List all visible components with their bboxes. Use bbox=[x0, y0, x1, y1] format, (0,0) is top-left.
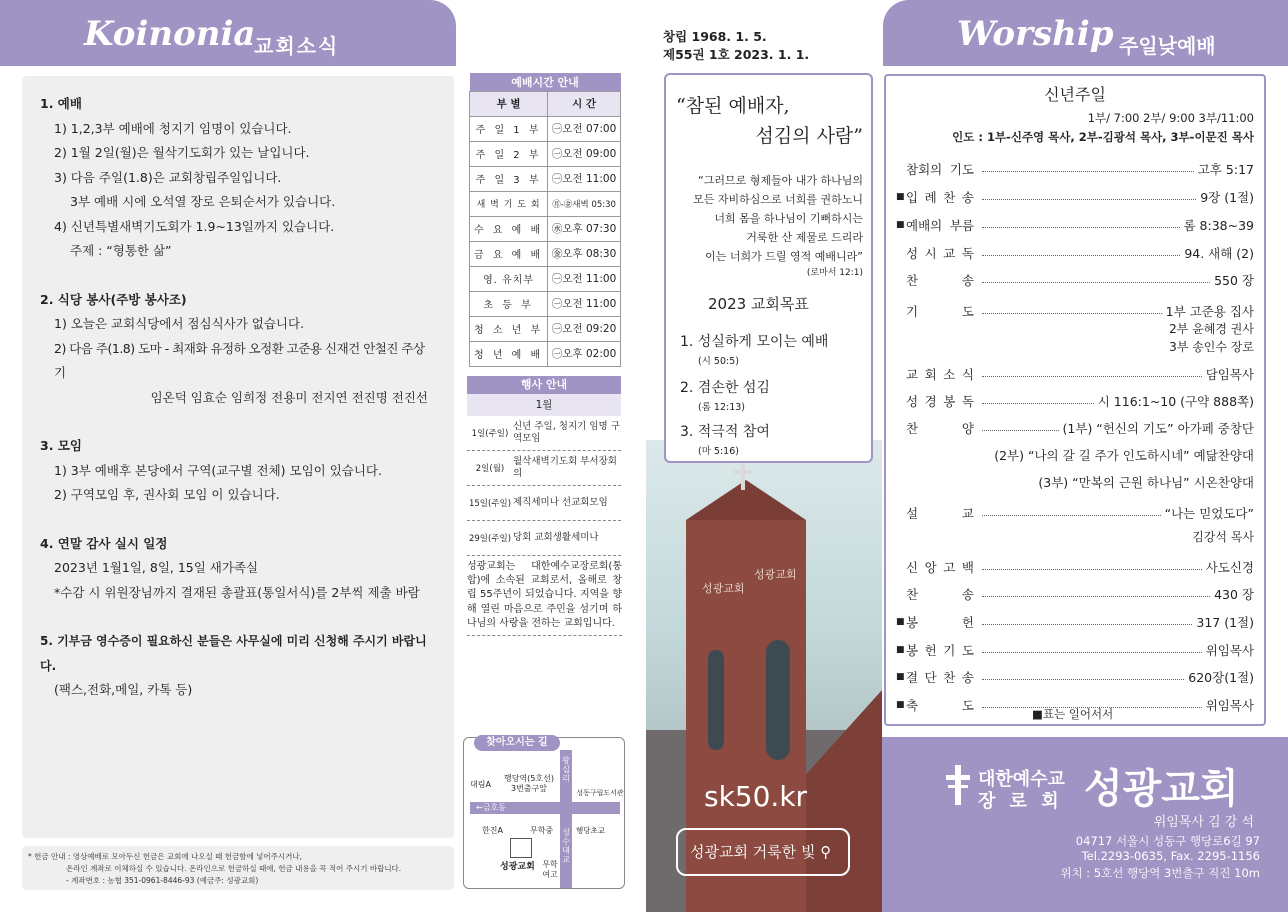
directions-map bbox=[463, 737, 625, 889]
service-times: 1부/ 7:00 2부/ 9:00 3부/11:00 bbox=[1087, 111, 1254, 125]
schedule-col-header: 시 간 bbox=[548, 91, 621, 116]
church-news-box bbox=[22, 76, 454, 838]
founded-date: 창립 1968. 1. 5. bbox=[663, 29, 767, 44]
schedule-time: ㊀오전 11:00 bbox=[548, 291, 621, 316]
order-value: 담임목사 bbox=[1205, 367, 1254, 382]
footnote-line: - 계좌번호 : 농협 351-0961-8446-93 (예금주: 성광교회) bbox=[66, 876, 259, 885]
verse-line: 거룩한 산 제물로 드리라 bbox=[746, 231, 863, 244]
order-label: 결 단 찬 송 bbox=[906, 670, 974, 685]
schedule-name: 주 일 2 부 bbox=[470, 141, 548, 166]
map-label-wangsimni: 왕십리 bbox=[562, 756, 570, 783]
goal-3-ref: (마 5:16) bbox=[698, 446, 739, 457]
schedule-name: 새 벽 기 도 회 bbox=[470, 191, 548, 216]
footnote-line: * 헌금 안내 : 영상예배로 모아두신 헌금은 교회에 나오실 때 헌금함에 넣어주시거나, bbox=[28, 852, 302, 861]
praise-3: (3부) “만복의 근원 하나님” 시온찬양대 bbox=[1038, 475, 1254, 490]
schedule-time: ㊎오후 08:30 bbox=[548, 241, 621, 266]
order-item bbox=[896, 160, 1254, 178]
schedule-time: ㊀오전 09:00 bbox=[548, 141, 621, 166]
order-value: “나는 믿었도다” bbox=[1164, 506, 1254, 521]
map-label-church: 성광교회 bbox=[500, 862, 535, 872]
order-item bbox=[896, 504, 1254, 522]
koinonia-title: Koinonia bbox=[84, 14, 256, 54]
order-label: 참회의 기도 bbox=[906, 162, 974, 177]
volume-issue: 제55권 1호 2023. 1. 1. bbox=[663, 47, 810, 62]
verse-panel bbox=[664, 73, 873, 463]
preacher: 김강석 목사 bbox=[1192, 530, 1254, 544]
order-value: 시 116:1~10 (구약 888쪽) bbox=[1097, 394, 1254, 409]
koinonia-banner bbox=[0, 0, 456, 66]
order-item bbox=[896, 188, 1254, 206]
news-section-3-title: 3. 모임 bbox=[40, 438, 82, 453]
church-intro-text: 성광교회는 대한예수교장로회(통합)에 소속된 교회로서, 올해로 창립 55주년이 되었습니다. 지역을 향해 열린 마음으로 주민을 섬기며 하나님의 사랑을 전하는 교회입니다. bbox=[467, 560, 622, 636]
schedule-time: ㊌오후 07:30 bbox=[548, 216, 621, 241]
order-label: 예배의 부름 bbox=[906, 218, 974, 233]
order-item bbox=[896, 216, 1254, 234]
koinonia-subtitle: 교회소식 bbox=[254, 34, 340, 58]
order-item bbox=[896, 668, 1254, 686]
order-value: 고후 5:17 bbox=[1197, 162, 1254, 177]
verse-line: 이는 너희가 드릴 영적 예배니라” bbox=[705, 250, 863, 263]
news-item: 주제 : “형통한 삶” bbox=[70, 243, 172, 258]
news-item: 1) 1,2,3부 예배에 청지기 임명이 있습니다. bbox=[54, 120, 292, 136]
worship-order bbox=[884, 74, 1266, 726]
denomination-line2: 장 로 회 bbox=[978, 791, 1063, 812]
order-value: 사도신경 bbox=[1205, 560, 1254, 575]
news-section-5-title: 5. 기부금 영수증이 필요하신 분들은 사무실에 미리 신청해 주시기 바랍니다. bbox=[40, 634, 427, 673]
order-value: 위임목사 bbox=[1205, 643, 1254, 658]
schedule-name: 금 요 예 배 bbox=[470, 241, 548, 266]
footnote-line: 온라인 계좌로 이체하실 수 있습니다. 온라인으로 헌금하실 때에, 헌금 내용을 꼭 적어 주시기 바랍니다. bbox=[66, 864, 402, 873]
schedule-name: 주 일 1 부 bbox=[470, 116, 548, 141]
news-item: 2023년 1월1일, 8일, 15일 새가족실 bbox=[54, 560, 259, 575]
church-building-photo bbox=[646, 440, 882, 912]
goal-2: 2. 겸손한 섬김 bbox=[680, 380, 770, 396]
goals-title: 2023 교회목표 bbox=[708, 295, 809, 313]
senior-pastor: 위임목사 김 강 석 bbox=[1153, 815, 1254, 830]
order-label: 설 교 bbox=[906, 506, 974, 521]
verse-line: “그러므로 형제들아 내가 하나님의 bbox=[698, 174, 863, 187]
building-sign-right: 성광교회 bbox=[754, 568, 797, 581]
schedule-time: ㊀오전 11:00 bbox=[548, 166, 621, 191]
event-text: 당회 교회생활세미나 bbox=[513, 532, 599, 543]
map-label-station: 행당역(5호선) 3번출구앞 bbox=[504, 774, 554, 793]
news-item: 2) 구역모임 후, 권사회 모임 이 있습니다. bbox=[54, 487, 280, 502]
news-item: 3) 다음 주일(1.8)은 교회창립주일입니다. bbox=[54, 169, 282, 185]
church-marker-icon bbox=[510, 838, 532, 858]
schedule-row bbox=[470, 141, 621, 166]
search-icon: ⚲ bbox=[820, 843, 832, 861]
order-bullet: ■ bbox=[896, 672, 905, 682]
map-label-library: 성동구립도서관 bbox=[576, 789, 624, 797]
order-label: 입 례 찬 송 bbox=[906, 190, 974, 205]
event-text: 제직세미나 선교회모임 bbox=[513, 497, 608, 508]
bible-verse bbox=[668, 171, 863, 280]
goal-2-ref: (롬 12:13) bbox=[698, 402, 745, 413]
map-label-hanjin: 한진A bbox=[482, 826, 503, 835]
order-label: 신 앙 고 백 bbox=[906, 560, 974, 575]
news-section-1-title: 1. 예배 bbox=[40, 96, 82, 111]
worship-banner bbox=[883, 0, 1288, 66]
order-item bbox=[896, 613, 1254, 631]
schedule-row bbox=[470, 191, 621, 216]
church-phone: Tel.2293-0635, Fax. 2295-1156 bbox=[1081, 849, 1260, 863]
verse-line: 너희 몸을 하나님이 기뻐하시는 bbox=[714, 212, 863, 225]
order-value: 1부 고준용 집사 bbox=[1165, 304, 1254, 319]
church-name: 성광교회 bbox=[1084, 766, 1239, 812]
church-info-banner bbox=[882, 737, 1288, 912]
news-item: 1) 오늘은 교회식당에서 점심식사가 없습니다. bbox=[54, 316, 305, 331]
schedule-row bbox=[470, 266, 621, 291]
news-item: 2) 1월 2일(월)은 월삭기도회가 있는 날입니다. bbox=[54, 145, 310, 160]
worship-subtitle: 주일낮예배 bbox=[1119, 34, 1216, 58]
events-month: 1월 bbox=[467, 394, 621, 416]
event-text: 신년 주일, 청지기 임명 구역모임 bbox=[513, 421, 620, 444]
schedule-row bbox=[470, 116, 621, 141]
order-item bbox=[896, 302, 1254, 320]
order-label: 교 회 소 식 bbox=[906, 367, 974, 382]
search-label: 성광교회 거룩한 빛 bbox=[690, 843, 816, 861]
search-box[interactable] bbox=[676, 828, 850, 876]
events-section bbox=[467, 376, 621, 556]
map-label-daerim: 대림A bbox=[470, 780, 491, 789]
website-url[interactable]: sk50.kr bbox=[704, 780, 808, 813]
order-label: 봉 헌 bbox=[906, 615, 974, 630]
order-item bbox=[896, 271, 1254, 289]
building-sign-left: 성광교회 bbox=[702, 582, 745, 595]
schedule-row bbox=[470, 241, 621, 266]
order-bullet: ■ bbox=[896, 645, 905, 655]
order-value: (1부) “헌신의 기도” 아가페 중창단 bbox=[1062, 421, 1254, 436]
order-label: 기 도 bbox=[906, 304, 974, 319]
events-title: 행사 안내 bbox=[467, 376, 621, 394]
event-row bbox=[467, 416, 621, 451]
map-label-geumho: ←금호동 bbox=[476, 803, 506, 812]
order-label: 축 도 bbox=[906, 698, 974, 713]
event-row bbox=[467, 451, 621, 486]
schedule-row bbox=[470, 166, 621, 191]
order-label: 성 경 봉 독 bbox=[906, 394, 974, 409]
verse-line: 모든 자비하심으로 너희를 권하노니 bbox=[693, 193, 863, 206]
publication-info bbox=[663, 28, 809, 64]
church-address: 04717 서울시 성동구 행당로6길 97 bbox=[1075, 834, 1260, 848]
order-value: 550 장 bbox=[1214, 273, 1254, 288]
news-item: 2) 다음 주(1.8) 도마 - 최재화 유정하 오정환 고준용 신재건 안철진 주상기 bbox=[54, 340, 425, 380]
news-section-4-title: 4. 연말 감사 실시 일정 bbox=[40, 535, 168, 551]
order-item bbox=[896, 392, 1254, 410]
news-item: 임온덕 임효순 임희정 전용미 전지연 전진명 전진선 bbox=[150, 389, 428, 405]
church-logo-icon bbox=[944, 765, 972, 805]
event-date: 1일(주일) bbox=[471, 429, 509, 439]
event-date: 15일(주일) bbox=[468, 499, 512, 509]
praise-2: (2부) “나의 갈 길 주가 인도하시네” 예닮찬양대 bbox=[994, 448, 1254, 463]
schedule-name: 청 년 예 배 bbox=[470, 341, 548, 366]
map-title: 찾아오시는 길 bbox=[474, 735, 560, 751]
order-value: 430 장 bbox=[1214, 587, 1254, 602]
event-row bbox=[467, 486, 621, 521]
news-item: 1) 3부 예배후 본당에서 구역(교구별 전체) 모임이 있습니다. bbox=[54, 462, 382, 478]
order-label: 성 시 교 독 bbox=[906, 246, 974, 261]
order-item bbox=[896, 585, 1254, 603]
offering-footnote bbox=[22, 846, 454, 890]
schedule-name: 초 등 부 bbox=[470, 291, 548, 316]
schedule-name: 주 일 3 부 bbox=[470, 166, 548, 191]
order-value: 롬 8:38~39 bbox=[1183, 218, 1254, 233]
event-date: 2일(월) bbox=[475, 464, 505, 474]
order-value: 위임목사 bbox=[1205, 698, 1254, 713]
order-bullet: ■ bbox=[896, 220, 905, 230]
standing-note: ■표는 일어서서 bbox=[1032, 707, 1114, 721]
goal-1: 1. 성실하게 모이는 예배 bbox=[680, 334, 829, 350]
news-item: 4) 신년특별새벽기도회가 1.9~13일까지 있습니다. bbox=[54, 218, 335, 234]
order-title: 신년주일 bbox=[1044, 85, 1106, 104]
order-label: 찬 송 bbox=[906, 273, 974, 288]
order-item bbox=[896, 244, 1254, 262]
schedule-col-header: 부 별 bbox=[470, 91, 548, 116]
order-value: 317 (1절) bbox=[1196, 615, 1254, 630]
order-item bbox=[896, 419, 1254, 437]
news-item: *수감 시 위원장님까지 결재된 총괄표(통일서식)를 2부씩 제출 바람 bbox=[54, 584, 420, 600]
schedule-time: ㊀오전 07:00 bbox=[548, 116, 621, 141]
schedule-title: 예배시간 안내 bbox=[470, 73, 621, 91]
schedule-time: ㊀오전 09:20 bbox=[548, 316, 621, 341]
schedule-time: ㊀오전 11:00 bbox=[548, 266, 621, 291]
schedule-time: ㊊-㊎새벽 05:30 bbox=[548, 191, 621, 216]
schedule-row bbox=[470, 216, 621, 241]
map-label-seongsu: 성수대교 bbox=[562, 828, 570, 864]
schedule-name: 수 요 예 배 bbox=[470, 216, 548, 241]
service-leaders: 인도 : 1부-신주영 목사, 2부-김광석 목사, 3부-이문진 목사 bbox=[952, 130, 1254, 144]
order-value: 94. 새해 (2) bbox=[1184, 246, 1254, 261]
verse-reference: (로마서 12:1) bbox=[806, 268, 863, 278]
schedule-row bbox=[470, 341, 621, 366]
order-item bbox=[896, 365, 1254, 383]
headline-line1: “참된 예배자, bbox=[676, 95, 790, 117]
headline-line2: 섬김의 사람” bbox=[755, 125, 863, 147]
order-value: 620장(1절) bbox=[1188, 670, 1254, 685]
schedule-row bbox=[470, 316, 621, 341]
order-bullet: ■ bbox=[896, 700, 905, 710]
order-value: 9장 (1절) bbox=[1200, 190, 1254, 205]
prayer-3: 3부 송인수 장로 bbox=[1169, 340, 1254, 354]
church-location: 위치 : 5호선 행당역 3번출구 직진 10m bbox=[1060, 866, 1260, 880]
prayer-2: 2부 윤혜경 권사 bbox=[1169, 322, 1254, 336]
schedule-name: 청 소 년 부 bbox=[470, 316, 548, 341]
news-section-2-title: 2. 식당 봉사(주방 봉사조) bbox=[40, 291, 187, 307]
order-label: 봉 헌 기 도 bbox=[906, 643, 974, 658]
schedule-row bbox=[470, 291, 621, 316]
order-bullet: ■ bbox=[896, 617, 905, 627]
order-bullet: ■ bbox=[896, 192, 905, 202]
order-label: 찬 송 bbox=[906, 587, 974, 602]
denomination-line1: 대한예수교 bbox=[978, 769, 1065, 790]
goal-1-ref: (시 50:5) bbox=[698, 356, 739, 367]
order-item bbox=[896, 558, 1254, 576]
event-row bbox=[467, 521, 621, 556]
schedule-time: ㊀오후 02:00 bbox=[548, 341, 621, 366]
map-label-muhak: 무학중 bbox=[530, 826, 554, 835]
event-date: 29일(주일) bbox=[468, 534, 512, 544]
worship-title: Worship bbox=[957, 14, 1114, 54]
order-item bbox=[896, 641, 1254, 659]
schedule-name: 영. 유치부 bbox=[470, 266, 548, 291]
event-text: 월삭새벽기도회 부서장회의 bbox=[513, 456, 617, 479]
map-label-school: 행당초교 bbox=[576, 826, 605, 835]
goal-3: 3. 적극적 참여 bbox=[680, 424, 770, 440]
map-label-girls-school: 무학여고 bbox=[542, 860, 558, 879]
worship-schedule-table bbox=[469, 73, 621, 367]
news-item: 3부 예배 시에 오석열 장로 은퇴순서가 있습니다. bbox=[70, 194, 336, 209]
order-label: 찬 양 bbox=[906, 421, 974, 436]
news-item: (팩스,전화,메일, 카톡 등) bbox=[54, 682, 193, 697]
